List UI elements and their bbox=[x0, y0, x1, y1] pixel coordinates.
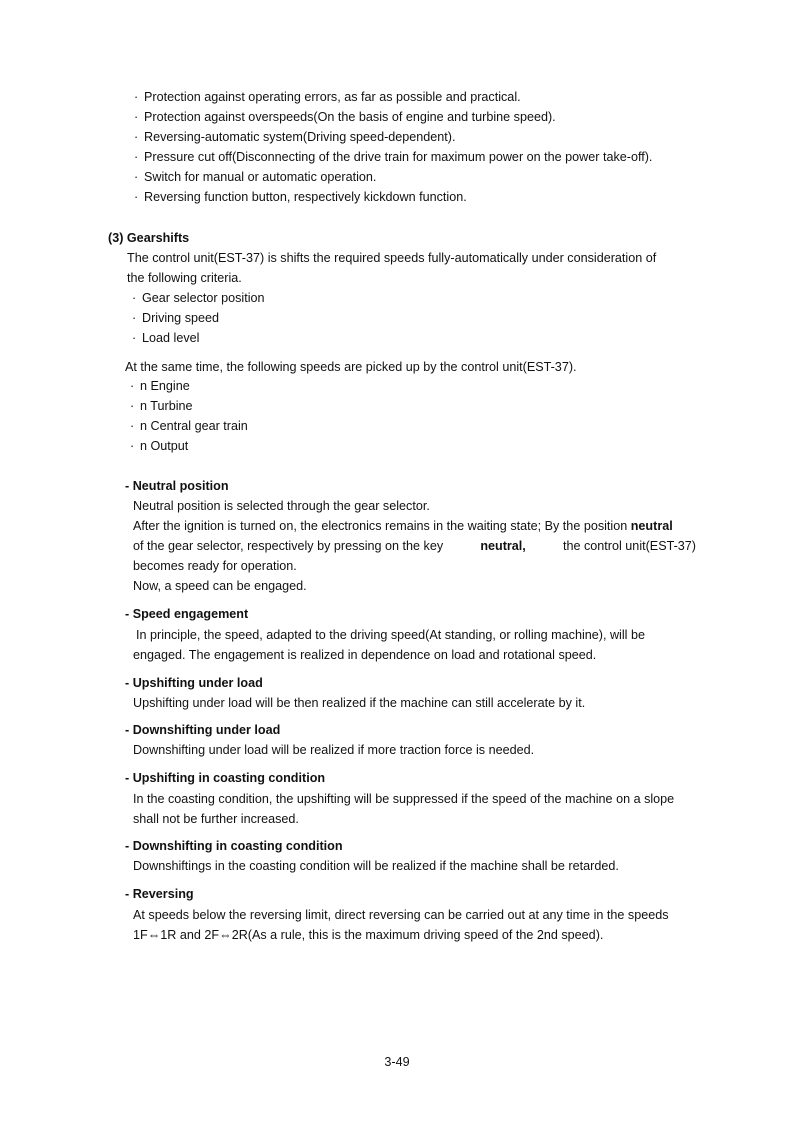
bullet: · bbox=[132, 291, 137, 305]
list-item bbox=[134, 89, 521, 105]
list-item-text: n Central gear train bbox=[140, 419, 248, 433]
list-item bbox=[132, 330, 199, 346]
list-item-text: Protection against overspeeds(On the basis of engine and turbine speed). bbox=[144, 110, 556, 124]
paragraph-line: In principle, the speed, adapted to the driving speed(At standing, or rolling machine), will be bbox=[136, 628, 645, 642]
list-item bbox=[134, 189, 467, 205]
list-item bbox=[134, 129, 456, 145]
text-run: After the ignition is turned on, the electronics remains in the waiting state; By the position bbox=[133, 519, 628, 533]
list-item-text: n Engine bbox=[140, 379, 190, 393]
bullet: · bbox=[132, 331, 137, 345]
paragraph-line: 1F⇔1R and 2F⇔2R(As a rule, this is the maximum driving speed of the 2nd speed). bbox=[133, 928, 604, 942]
subsection-heading: - Reversing bbox=[125, 887, 194, 901]
paragraph-line: Now, a speed can be engaged. bbox=[133, 579, 307, 593]
page-number: 3-49 bbox=[384, 1055, 410, 1069]
subsection-heading: - Upshifting under load bbox=[125, 676, 263, 690]
bullet: · bbox=[130, 419, 135, 433]
paragraph-line: becomes ready for operation. bbox=[133, 559, 297, 573]
text-run: the control unit(EST-37) bbox=[563, 539, 696, 553]
bullet: · bbox=[134, 130, 139, 144]
list-item bbox=[132, 310, 219, 326]
list-item bbox=[134, 149, 652, 165]
paragraph-line: shall not be further increased. bbox=[133, 812, 299, 826]
bullet: · bbox=[130, 439, 135, 453]
subsection-heading: - Downshifting under load bbox=[125, 723, 281, 737]
subsection-heading: - Downshifting in coasting condition bbox=[125, 839, 343, 853]
list-item bbox=[130, 438, 188, 454]
list-item bbox=[134, 169, 376, 185]
bullet: · bbox=[134, 150, 139, 164]
list-item bbox=[130, 418, 248, 434]
list-item-text: Gear selector position bbox=[142, 291, 265, 305]
paragraph-line: Downshifting under load will be realized if more traction force is needed. bbox=[133, 743, 535, 757]
bullet: · bbox=[134, 90, 139, 104]
paragraph-line: engaged. The engagement is realized in dependence on load and rotational speed. bbox=[133, 648, 597, 662]
paragraph-line: Upshifting under load will be then realized if the machine can still accelerate by it. bbox=[133, 696, 586, 710]
list-item-text: Reversing function button, respectively kickdown function. bbox=[144, 190, 467, 204]
paragraph-line: At the same time, the following speeds are picked up by the control unit(EST-37). bbox=[125, 360, 577, 374]
list-item-text: Load level bbox=[142, 331, 200, 345]
bullet: · bbox=[132, 311, 137, 325]
paragraph-line bbox=[133, 538, 696, 554]
list-item-text: n Output bbox=[140, 439, 189, 453]
text-run: of the gear selector, respectively by pressing on the key bbox=[133, 539, 444, 553]
list-item-text: Pressure cut off(Disconnecting of the drive train for maximum power on the power take-off). bbox=[144, 150, 653, 164]
bullet: · bbox=[134, 190, 139, 204]
paragraph-line bbox=[133, 518, 673, 534]
bullet: · bbox=[130, 379, 135, 393]
subsection-heading: - Speed engagement bbox=[125, 607, 249, 621]
bullet: · bbox=[134, 170, 139, 184]
list-item-text: Protection against operating errors, as far as possible and practical. bbox=[144, 90, 521, 104]
paragraph-line: the following criteria. bbox=[127, 271, 242, 285]
list-item-text: Switch for manual or automatic operation. bbox=[144, 170, 377, 184]
paragraph-line: Neutral position is selected through the gear selector. bbox=[133, 499, 430, 513]
subsection-heading: - Neutral position bbox=[125, 479, 229, 493]
subsection-heading: - Upshifting in coasting condition bbox=[125, 771, 326, 785]
paragraph-line: Downshiftings in the coasting condition will be realized if the machine shall be retarded. bbox=[133, 859, 619, 873]
list-item bbox=[130, 378, 190, 394]
list-item bbox=[134, 109, 556, 125]
emphasis-text: neutral, bbox=[480, 539, 526, 553]
list-item-text: n Turbine bbox=[140, 399, 193, 413]
list-item-text: Driving speed bbox=[142, 311, 220, 325]
list-item bbox=[132, 290, 265, 306]
paragraph-line: At speeds below the reversing limit, direct reversing can be carried out at any time in the speeds bbox=[133, 908, 669, 922]
bullet: · bbox=[130, 399, 135, 413]
emphasis-text: neutral bbox=[630, 519, 673, 533]
bullet: · bbox=[134, 110, 139, 124]
paragraph-line: In the coasting condition, the upshifting will be suppressed if the speed of the machine on a slope bbox=[133, 792, 675, 806]
list-item bbox=[130, 398, 193, 414]
section-heading: (3) Gearshifts bbox=[108, 231, 190, 245]
list-item-text: Reversing-automatic system(Driving speed-dependent). bbox=[144, 130, 456, 144]
paragraph-line: The control unit(EST-37) is shifts the required speeds fully-automatically under consideration of bbox=[127, 251, 657, 265]
